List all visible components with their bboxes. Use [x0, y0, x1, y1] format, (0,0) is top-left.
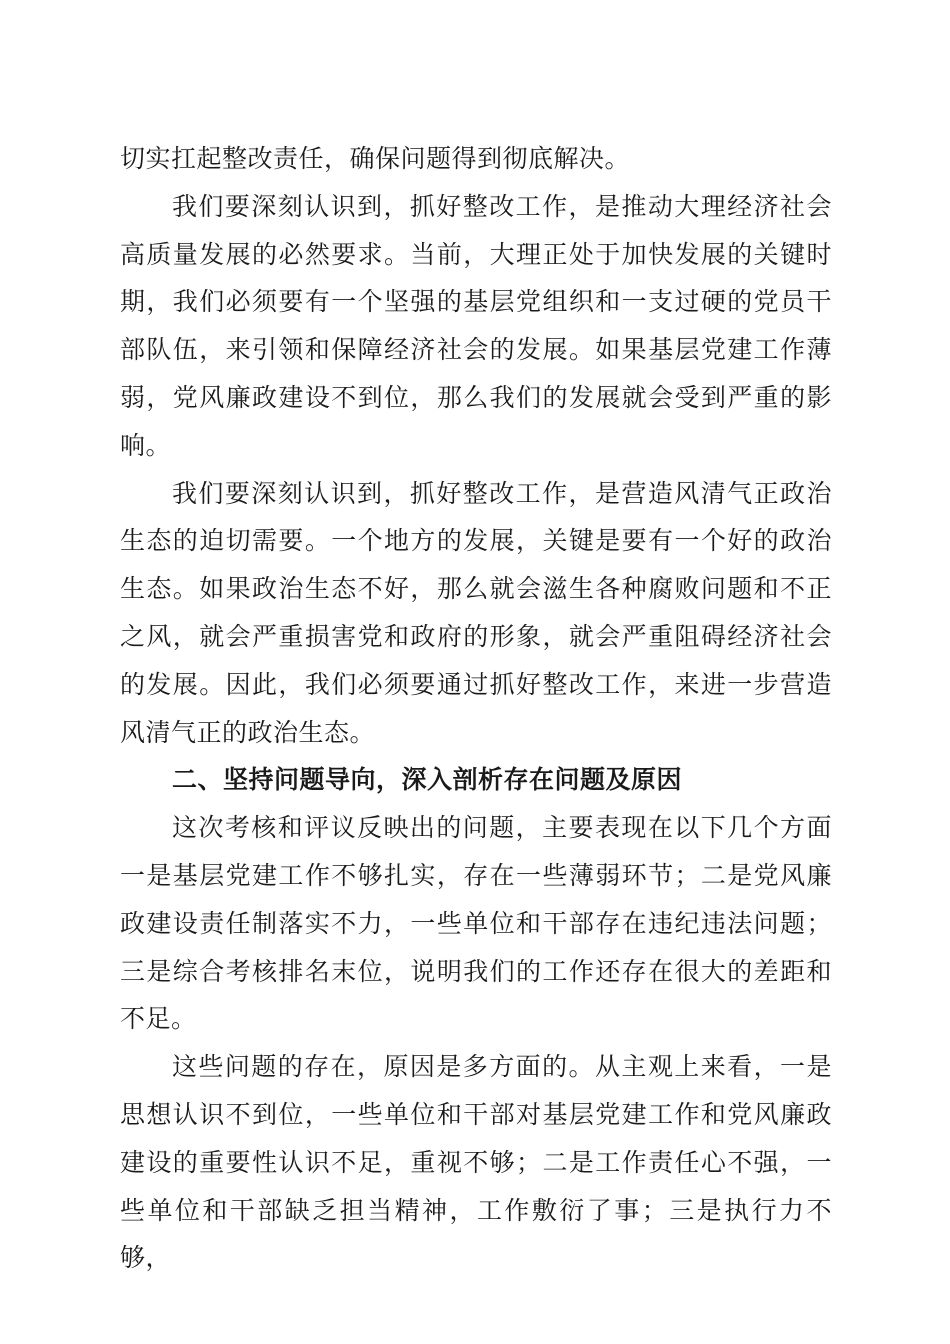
body-paragraph: 这些问题的存在，原因是多方面的。从主观上来看，一是思想认识不到位，一些单位和干部对基层党建工作和党风廉政建设的重要性认识不足，重视不够；二是工作责任心不强，一些单位和干部缺乏担当精神，工作敷衍了事；三是执行力不够，: [120, 1052, 832, 1273]
section-heading: 二、坚持问题导向，深入剖析存在问题及原因: [172, 765, 683, 795]
body-paragraph: 我们要深刻认识到，抓好整改工作，是推动大理经济社会高质量发展的必然要求。当前，大理正处于加快发展的关键时期，我们必须要有一个坚强的基层党组织和一支过硬的党员干部队伍，来引领和保障经济社会的发展。如果基层党建工作薄弱，党风廉政建设不到位，那么我们的发展就会受到严重的影响。: [120, 191, 832, 460]
body-paragraph: 我们要深刻认识到，抓好整改工作，是营造风清气正政治生态的迫切需要。一个地方的发展，关键是要有一个好的政治生态。如果政治生态不好，那么就会滋生各种腐败问题和不正之风，就会严重损害党和政府的形象，就会严重阻碍经济社会的发展。因此，我们必须要通过抓好整改工作，来进一步营造风清气正的政治生态。: [120, 478, 832, 747]
document-body: [120, 135, 832, 1282]
continuation-paragraph: 切实扛起整改责任，确保问题得到彻底解决。: [120, 144, 631, 173]
body-paragraph: 这次考核和评议反映出的问题，主要表现在以下几个方面一是基层党建工作不够扎实，存在一些薄弱环节；二是党风廉政建设责任制落实不力，一些单位和干部存在违纪违法问题；三是综合考核排名末位，说明我们的工作还存在很大的差距和不足。: [120, 813, 832, 1034]
